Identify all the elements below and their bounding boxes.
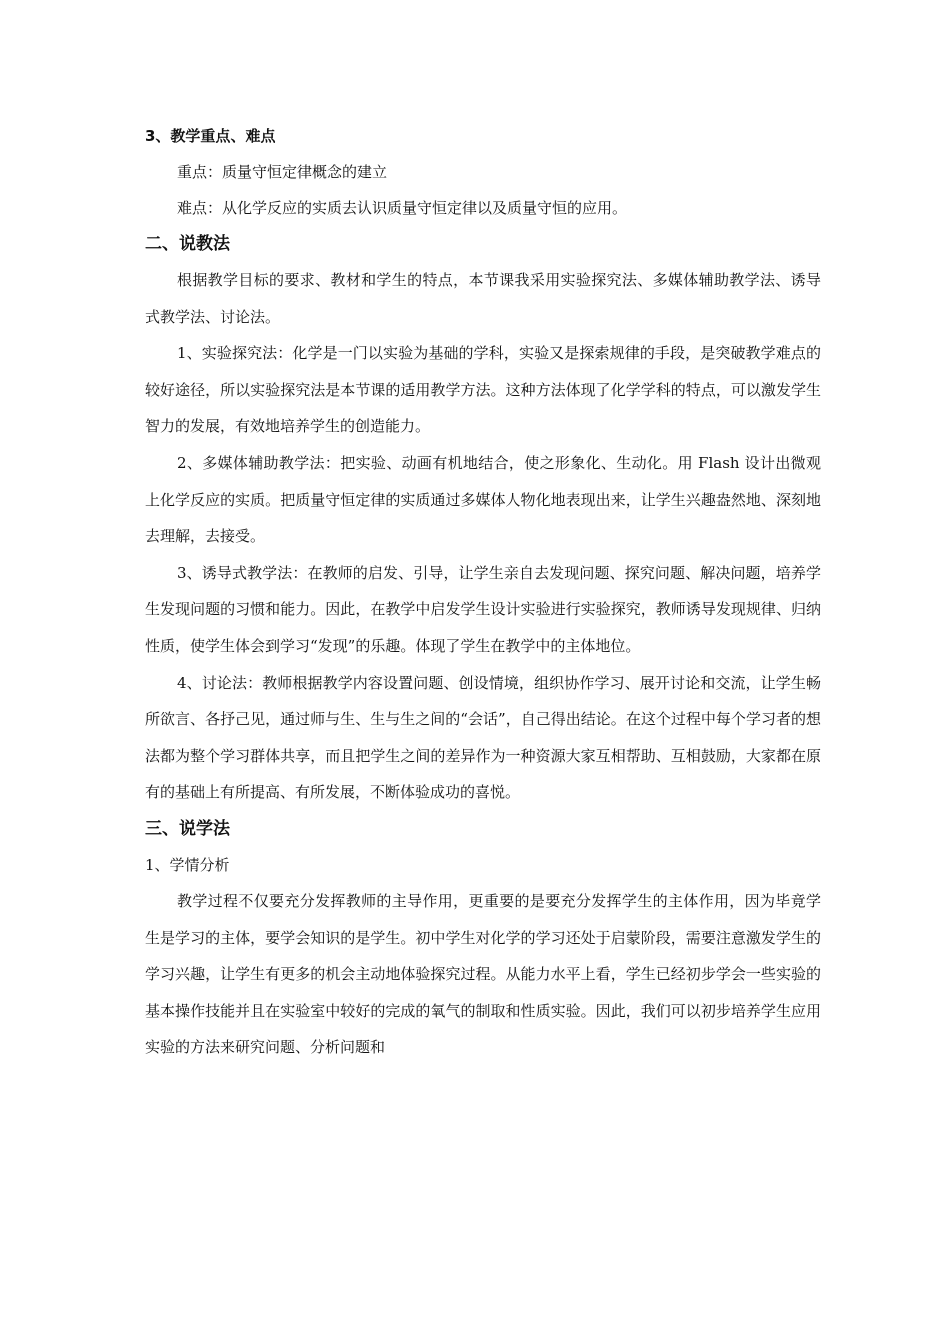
method-experiment: 1、实验探究法：化学是一门以实验为基础的学科，实验又是探索规律的手段，是突破教学难点的较好途径，所以实验探究法是本节课的适用教学方法。这种方法体现了化学学科的特点，可以激发学生智力的发展，有效地培养学生的创造能力。 [145, 344, 821, 436]
method-multimedia: 2、多媒体辅助教学法：把实验、动画有机地结合，使之形象化、生动化。用 Flash 设计出微观上化学反应的实质。把质量守恒定律的实质通过多媒体人物化地表现出来，让学生兴趣盎然地、深刻地去理解，去接受。 [145, 453, 821, 546]
analysis-heading: 1、学情分析 [145, 855, 230, 874]
analysis-paragraph: 教学过程不仅要充分发挥教师的主导作用，更重要的是要充分发挥学生的主体作用，因为毕竟学生是学习的主体，要学会知识的是学生。初中学生对化学的学习还处于启蒙阶段，需要注意激发学生的学习兴趣，让学生有更多的机会主动地体验探究过程。从能力水平上看，学生已经初步学会一些实验的基本操作技能并且在实验室中较好的完成的氧气的制取和性质实验。因此，我们可以初步培养学生应用实验的方法来研究问题、分析问题和 [145, 891, 821, 1057]
focus-difficulty: 难点：从化学反应的实质去认识质量守恒定律以及质量守恒的应用。 [177, 199, 628, 217]
teaching-methods-intro: 根据教学目标的要求、教材和学生的特点，本节课我采用实验探究法、多媒体辅助教学法、诱导式教学法、讨论法。 [145, 271, 821, 326]
section-learning-methods-title: 三、说学法 [145, 818, 230, 839]
focus-key-point: 重点：质量守恒定律概念的建立 [177, 163, 388, 181]
section-teaching-methods-title: 二、说教法 [145, 234, 230, 254]
focus-heading: 3、教学重点、难点 [145, 127, 276, 145]
document-page [145, 118, 821, 1066]
method-discussion: 4、讨论法：教师根据教学内容设置问题、创设情境，组织协作学习、展开讨论和交流，让学生畅所欲言、各抒己见，通过师与生、生与生之间的“会话”，自己得出结论。在这个过程中每个学习者的想法都为整个学习群体共享，而且把学生之间的差异作为一种资源大家互相帮助、互相鼓励，大家都在原有的基础上有所提高、有所发展，不断体验成功的喜悦。 [145, 673, 821, 802]
method-inductive: 3、诱导式教学法：在教师的启发、引导，让学生亲自去发现问题、探究问题、解决问题，培养学生发现问题的习惯和能力。因此，在教学中启发学生设计实验进行实验探究，教师诱导发现规律、归纳性质，使学生体会到学习“发现”的乐趣。体现了学生在教学中的主体地位。 [145, 563, 821, 655]
